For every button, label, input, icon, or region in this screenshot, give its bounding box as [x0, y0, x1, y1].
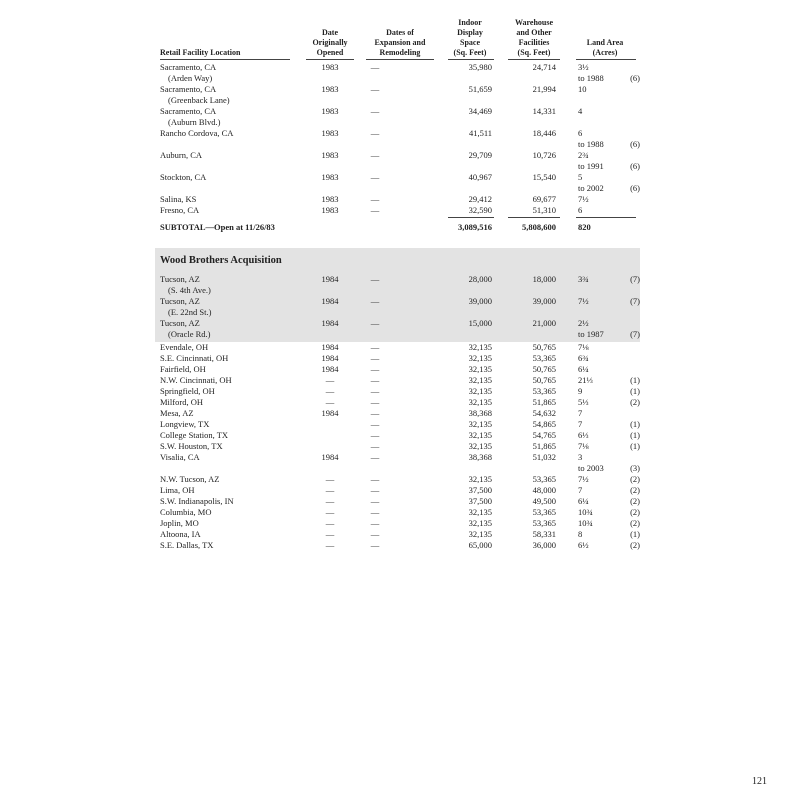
indoor-cell: 29,709: [468, 150, 492, 160]
opened-cell: 1983: [321, 106, 339, 116]
land-cell: 6¼: [578, 496, 589, 506]
opened-cell: 1983: [321, 84, 339, 94]
header-rule-opened: [306, 59, 354, 60]
warehouse-cell: 39,000: [532, 296, 556, 306]
note-cell: (2): [630, 507, 640, 517]
location-cell: Altoona, IA: [160, 529, 201, 539]
opened-cell: 1983: [321, 128, 339, 138]
note-cell: (7): [630, 296, 640, 306]
table-row: [0, 452, 800, 463]
table-row: [0, 375, 800, 386]
note-cell: (2): [630, 496, 640, 506]
table-row: [0, 397, 800, 408]
location-cell: Fresno, CA: [160, 205, 200, 215]
warehouse-cell: 10,726: [532, 150, 556, 160]
warehouse-cell: 51,865: [532, 441, 556, 451]
expansion-cell: —: [370, 364, 380, 374]
header-opened: [300, 28, 360, 58]
location-cell: S.W. Indianapolis, IN: [160, 496, 234, 506]
indoor-cell: 34,469: [468, 106, 492, 116]
table-row: [0, 285, 800, 296]
header-indoor-l1: Indoor: [458, 18, 482, 27]
table-row: [0, 95, 800, 106]
location-cell: Salina, KS: [160, 194, 197, 204]
note-cell: (7): [630, 329, 640, 339]
expansion-cell: —: [370, 353, 380, 363]
location-cell: Lima, OH: [160, 485, 195, 495]
land-cell: 7: [578, 485, 583, 495]
land-cell: to 1987: [578, 329, 604, 339]
table-row: [0, 441, 800, 452]
table-row: [0, 364, 800, 375]
warehouse-cell: 15,540: [532, 172, 556, 182]
warehouse-cell: 49,500: [532, 496, 556, 506]
location-cell: Sacramento, CA: [160, 106, 217, 116]
table-row: [0, 117, 800, 128]
warehouse-cell: 51,310: [532, 205, 556, 215]
location-cell: Sacramento, CA: [160, 62, 217, 72]
land-cell: 10¾: [578, 518, 593, 528]
note-cell: (1): [630, 419, 640, 429]
expansion-cell: —: [370, 150, 380, 160]
expansion-cell: —: [370, 342, 380, 352]
land-cell: 6¾: [578, 353, 589, 363]
warehouse-cell: 21,000: [532, 318, 556, 328]
indoor-cell: 32,135: [468, 364, 492, 374]
indoor-cell: 51,659: [468, 84, 492, 94]
header-expansion: [360, 28, 440, 58]
warehouse-cell: 53,365: [532, 386, 556, 396]
expansion-cell: —: [370, 128, 380, 138]
expansion-cell: —: [370, 529, 380, 539]
table-row: [0, 329, 800, 340]
expansion-cell: —: [370, 172, 380, 182]
location-cell: Springfield, OH: [160, 386, 215, 396]
header-opened-l1: Date: [322, 28, 338, 37]
table-row: [0, 106, 800, 117]
land-cell: 2½: [578, 318, 589, 328]
indoor-cell: 35,980: [468, 62, 492, 72]
table-row: [0, 84, 800, 95]
table-row: [0, 507, 800, 518]
subtotal-indoor: 3,089,516: [458, 222, 492, 232]
note-cell: (2): [630, 397, 640, 407]
warehouse-cell: 36,000: [532, 540, 556, 550]
note-cell: (7): [630, 274, 640, 284]
header-land-l1: Land Area: [586, 38, 624, 47]
land-cell: 5: [578, 172, 583, 182]
expansion-cell: —: [370, 375, 380, 385]
expansion-cell: —: [370, 507, 380, 517]
table-row: [0, 128, 800, 139]
land-cell: 7½: [578, 296, 589, 306]
subtotal-row: [0, 222, 800, 233]
indoor-cell: 37,500: [468, 485, 492, 495]
header-rule-indoor: [448, 59, 494, 60]
opened-cell: 1983: [321, 205, 339, 215]
table-row: [0, 353, 800, 364]
warehouse-cell: 53,365: [532, 518, 556, 528]
table-row: [0, 529, 800, 540]
opened-cell: —: [325, 485, 335, 495]
opened-cell: 1984: [321, 408, 339, 418]
page-number: 121: [752, 776, 767, 787]
expansion-cell: —: [370, 474, 380, 484]
location-cell: (S. 4th Ave.): [168, 285, 211, 295]
land-cell: 3¾: [578, 274, 589, 284]
expansion-cell: —: [370, 106, 380, 116]
warehouse-cell: 51,865: [532, 397, 556, 407]
land-cell: 6⅓: [578, 430, 589, 440]
indoor-cell: 38,368: [468, 452, 492, 462]
expansion-cell: —: [370, 496, 380, 506]
expansion-cell: —: [370, 452, 380, 462]
opened-cell: 1984: [321, 364, 339, 374]
location-cell: Columbia, MO: [160, 507, 212, 517]
land-cell: 6: [578, 205, 583, 215]
expansion-cell: —: [370, 318, 380, 328]
note-cell: (1): [630, 430, 640, 440]
location-cell: (Auburn Blvd.): [168, 117, 221, 127]
indoor-cell: 32,135: [468, 518, 492, 528]
indoor-cell: 32,135: [468, 441, 492, 451]
land-cell: 7½: [578, 474, 589, 484]
table-row: [0, 296, 800, 307]
warehouse-cell: 53,365: [532, 507, 556, 517]
warehouse-cell: 54,865: [532, 419, 556, 429]
indoor-cell: 39,000: [468, 296, 492, 306]
subtotal-rule-indoor: [448, 217, 494, 218]
indoor-cell: 32,135: [468, 375, 492, 385]
header-indoor-l2: Display: [457, 28, 483, 37]
opened-cell: —: [325, 518, 335, 528]
indoor-cell: 32,135: [468, 474, 492, 484]
location-cell: Tucson, AZ: [160, 296, 200, 306]
warehouse-cell: 48,000: [532, 485, 556, 495]
note-cell: (1): [630, 375, 640, 385]
warehouse-cell: 58,331: [532, 529, 556, 539]
land-cell: 2¾: [578, 150, 589, 160]
warehouse-cell: 18,446: [532, 128, 556, 138]
table-row: [0, 150, 800, 161]
table-row: [0, 430, 800, 441]
table-row: [0, 419, 800, 430]
table-row: [0, 463, 800, 474]
land-cell: 3: [578, 452, 583, 462]
warehouse-cell: 18,000: [532, 274, 556, 284]
table-row: [0, 408, 800, 419]
indoor-cell: 28,000: [468, 274, 492, 284]
header-rule-land: [576, 59, 636, 60]
table-row: [0, 307, 800, 318]
land-cell: to 1988: [578, 139, 604, 149]
land-cell: 8: [578, 529, 583, 539]
opened-cell: —: [325, 386, 335, 396]
note-cell: (6): [630, 73, 640, 83]
opened-cell: 1983: [321, 150, 339, 160]
expansion-cell: —: [370, 518, 380, 528]
opened-cell: 1984: [321, 318, 339, 328]
indoor-cell: 32,135: [468, 342, 492, 352]
table-row: [0, 318, 800, 329]
location-cell: S.E. Dallas, TX: [160, 540, 214, 550]
land-cell: 4: [578, 106, 583, 116]
expansion-cell: —: [370, 296, 380, 306]
header-expansion-l2: Expansion and: [374, 38, 426, 47]
indoor-cell: 32,135: [468, 507, 492, 517]
header-indoor-l4: (Sq. Feet): [453, 48, 487, 57]
note-cell: (1): [630, 386, 640, 396]
table-row: [0, 540, 800, 551]
expansion-cell: —: [370, 386, 380, 396]
location-cell: S.W. Houston, TX: [160, 441, 223, 451]
land-cell: 6: [578, 128, 583, 138]
header-expansion-l1: Dates of: [386, 28, 414, 37]
opened-cell: —: [325, 397, 335, 407]
opened-cell: 1984: [321, 452, 339, 462]
location-cell: (Greenback Lane): [168, 95, 230, 105]
header-opened-l2: Originally: [312, 38, 348, 47]
subtotal-label: SUBTOTAL—Open at 11/26/83: [160, 222, 275, 232]
note-cell: (6): [630, 161, 640, 171]
opened-cell: 1984: [321, 353, 339, 363]
table-row: [0, 386, 800, 397]
opened-cell: 1984: [321, 342, 339, 352]
land-cell: 10: [578, 84, 587, 94]
land-cell: 9: [578, 386, 583, 396]
expansion-cell: —: [370, 205, 380, 215]
location-cell: N.W. Tucson, AZ: [160, 474, 220, 484]
header-rule-expansion: [366, 59, 434, 60]
expansion-cell: —: [370, 408, 380, 418]
subtotal-land: 820: [578, 222, 591, 232]
location-cell: Stockton, CA: [160, 172, 207, 182]
warehouse-cell: 21,994: [532, 84, 556, 94]
header-land-l2: (Acres): [592, 48, 618, 57]
note-cell: (2): [630, 518, 640, 528]
opened-cell: —: [325, 474, 335, 484]
note-cell: (2): [630, 474, 640, 484]
indoor-cell: 32,135: [468, 430, 492, 440]
expansion-cell: —: [370, 84, 380, 94]
location-cell: Longview, TX: [160, 419, 210, 429]
header-land: [570, 38, 640, 58]
table-row: [0, 342, 800, 353]
land-cell: 7: [578, 419, 583, 429]
indoor-cell: 41,511: [468, 128, 492, 138]
warehouse-cell: 54,632: [532, 408, 556, 418]
note-cell: (1): [630, 529, 640, 539]
expansion-cell: —: [370, 430, 380, 440]
opened-cell: —: [325, 540, 335, 550]
table-row: [0, 194, 800, 205]
expansion-cell: —: [370, 441, 380, 451]
note-cell: (6): [630, 183, 640, 193]
location-cell: Auburn, CA: [160, 150, 203, 160]
header-location: [160, 48, 240, 58]
land-cell: 7½: [578, 194, 589, 204]
warehouse-cell: 53,365: [532, 353, 556, 363]
location-cell: Visalia, CA: [160, 452, 200, 462]
warehouse-cell: 53,365: [532, 474, 556, 484]
table-row: [0, 518, 800, 529]
warehouse-cell: 50,765: [532, 375, 556, 385]
table-row: [0, 183, 800, 194]
table-row: [0, 496, 800, 507]
note-cell: (1): [630, 441, 640, 451]
location-cell: Milford, OH: [160, 397, 203, 407]
location-cell: Mesa, AZ: [160, 408, 194, 418]
land-cell: 7⅛: [578, 441, 589, 451]
location-cell: Rancho Cordova, CA: [160, 128, 234, 138]
location-cell: Evendale, OH: [160, 342, 209, 352]
warehouse-cell: 14,331: [532, 106, 556, 116]
opened-cell: 1983: [321, 194, 339, 204]
header-indoor-l3: Space: [460, 38, 480, 47]
warehouse-cell: 54,765: [532, 430, 556, 440]
note-cell: (2): [630, 485, 640, 495]
indoor-cell: 37,500: [468, 496, 492, 506]
warehouse-cell: 50,765: [532, 364, 556, 374]
table-row: [0, 172, 800, 183]
location-cell: N.W. Cincinnati, OH: [160, 375, 232, 385]
table-row: [0, 62, 800, 73]
indoor-cell: 38,368: [468, 408, 492, 418]
header-rule-location: [160, 59, 290, 60]
location-cell: College Station, TX: [160, 430, 229, 440]
opened-cell: 1983: [321, 172, 339, 182]
opened-cell: —: [325, 507, 335, 517]
location-cell: (Oracle Rd.): [168, 329, 211, 339]
indoor-cell: 65,000: [468, 540, 492, 550]
location-cell: Joplin, MO: [160, 518, 199, 528]
expansion-cell: —: [370, 194, 380, 204]
opened-cell: 1984: [321, 274, 339, 284]
opened-cell: —: [325, 496, 335, 506]
header-location-text: Retail Facility Location: [160, 48, 241, 57]
header-warehouse: [502, 18, 566, 58]
header-rule-warehouse: [508, 59, 560, 60]
warehouse-cell: 69,677: [532, 194, 556, 204]
location-cell: Tucson, AZ: [160, 274, 200, 284]
expansion-cell: —: [370, 419, 380, 429]
location-cell: S.E. Cincinnati, OH: [160, 353, 229, 363]
indoor-cell: 29,412: [468, 194, 492, 204]
warehouse-cell: 50,765: [532, 342, 556, 352]
land-cell: to 1988: [578, 73, 604, 83]
land-cell: 7⅛: [578, 342, 589, 352]
expansion-cell: —: [370, 540, 380, 550]
subtotal-rule-warehouse: [508, 217, 560, 218]
expansion-cell: —: [370, 397, 380, 407]
table-row: [0, 274, 800, 285]
header-expansion-l3: Remodeling: [379, 48, 421, 57]
land-cell: 21⅓: [578, 375, 593, 385]
header-opened-l3: Opened: [316, 48, 344, 57]
note-cell: (2): [630, 540, 640, 550]
location-cell: Fairfield, OH: [160, 364, 206, 374]
subtotal-rule-land: [576, 217, 636, 218]
location-cell: Sacramento, CA: [160, 84, 217, 94]
table-row: [0, 485, 800, 496]
header-indoor: [440, 18, 500, 58]
land-cell: to 2003: [578, 463, 604, 473]
indoor-cell: 32,590: [468, 205, 492, 215]
land-cell: 7: [578, 408, 583, 418]
table-row: [0, 73, 800, 84]
header-warehouse-l2: and Other: [516, 28, 552, 37]
table-row: [0, 474, 800, 485]
table-row: [0, 205, 800, 216]
land-cell: 3½: [578, 62, 589, 72]
land-cell: to 2002: [578, 183, 604, 193]
indoor-cell: 32,135: [468, 353, 492, 363]
opened-cell: —: [325, 375, 335, 385]
opened-cell: 1983: [321, 62, 339, 72]
land-cell: 6½: [578, 540, 589, 550]
opened-cell: —: [325, 529, 335, 539]
land-cell: 10¾: [578, 507, 593, 517]
land-cell: 5⅓: [578, 397, 589, 407]
header-warehouse-l4: (Sq. Feet): [517, 48, 551, 57]
location-cell: (Arden Way): [168, 73, 213, 83]
table-row: [0, 161, 800, 172]
opened-cell: 1984: [321, 296, 339, 306]
indoor-cell: 15,000: [468, 318, 492, 328]
warehouse-cell: 51,032: [532, 452, 556, 462]
table-row: [0, 139, 800, 150]
note-cell: (3): [630, 463, 640, 473]
header-warehouse-l1: Warehouse: [514, 18, 554, 27]
indoor-cell: 32,135: [468, 419, 492, 429]
land-cell: to 1991: [578, 161, 604, 171]
expansion-cell: —: [370, 274, 380, 284]
land-cell: 6¼: [578, 364, 589, 374]
location-cell: Tucson, AZ: [160, 318, 200, 328]
note-cell: (6): [630, 139, 640, 149]
warehouse-cell: 24,714: [532, 62, 556, 72]
indoor-cell: 40,967: [468, 172, 492, 182]
indoor-cell: 32,135: [468, 397, 492, 407]
indoor-cell: 32,135: [468, 386, 492, 396]
header-warehouse-l3: Facilities: [518, 38, 550, 47]
expansion-cell: —: [370, 485, 380, 495]
expansion-cell: —: [370, 62, 380, 72]
indoor-cell: 32,135: [468, 529, 492, 539]
section-title: Wood Brothers Acquisition: [160, 255, 282, 266]
location-cell: (E. 22nd St.): [168, 307, 212, 317]
subtotal-warehouse: 5,808,600: [522, 222, 556, 232]
